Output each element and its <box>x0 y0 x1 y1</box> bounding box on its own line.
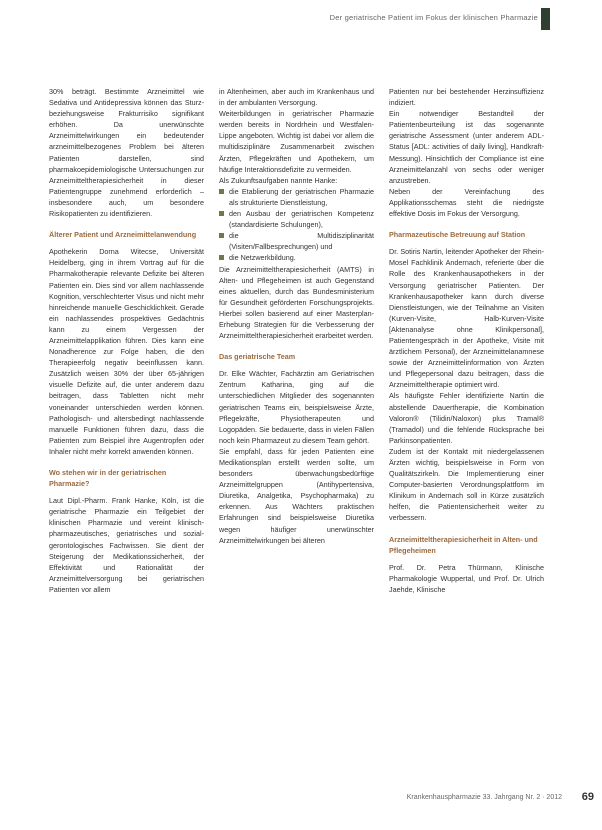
running-title: Der geriatrische Patient im Fokus der klinischen Pharmazie <box>329 13 538 22</box>
paragraph: Laut Dipl.-Pharm. Frank Hanke, Köln, ist die geriatrische Pharmazie ein Teilgebiet der klinischen Pharmazie und vereint klinisch-pharmazeutisches, geriatrisches und sozial-gerontologisches Fachwissen. Sie dient der Steigerung der Medikationssicherheit, der Effektivität und Rationalität der Arzneimittelversorgung bei geriatrischen Patienten vor allem <box>49 496 204 594</box>
column-3 <box>389 86 544 595</box>
page-header <box>0 0 602 30</box>
journal-citation: Krankenhauspharmazie 33. Jahrgang Nr. 2 · 2012 <box>406 794 562 801</box>
paragraph: Patienten nur bei bestehender Herzinsuffizienz indiziert. <box>389 87 544 108</box>
paragraph: Apothekerin Dorna Witecse, Universität Heidelberg, ging in ihrem Vortrag auf für die Pharmakotherapie relevante Defizite bei älteren Patienten ein. Dies sind vor allem nachlassende Kognition, verschlechterter Visus und nicht mehr hinreichende manuelle Geschicklichkeit. Gerade ein nachlassendes prospektives Gedächtnis kann zu einem Vergessen der Arzneimittelapplikation führen. Dies kann eine Nonadherence zur Folge haben, die den Therapieerfolg negativ beeinflussen kann. Zusätzlich weisen 30% der über 65-jährigen visuelle Defizite auf, die unter anderem dazu beitragen, dass Tabletten nicht mehr voneinander unterschieden werden können. Pathologisch- und altersbedingt nachlassende manuelle Funktionen führen dazu, dass die Patienten zum Beispiel ihre Augentropfen oder Inhaler nicht mehr korrekt anwenden können. <box>49 247 204 456</box>
list-item: die Multidisziplinarität (Visiten/Fallbesprechungen) und <box>219 230 374 252</box>
paragraph: Als Zukunftsaufgaben nannte Hanke: <box>219 175 338 185</box>
section-heading: Das geriatrische Team <box>219 352 296 362</box>
list-item: die Etablierung der geriatrischen Pharmazie als strukturierte Dienstleistung, <box>219 186 374 208</box>
list-item: die Netzwerkbildung. <box>219 252 374 263</box>
paragraph: Dr. Elke Wächter, Fachärztin am Geriatrischen Zentrum Katharina, ging auf die unterschiedlichen Mitglieder des sogenannten geriatrischen Teams ein, beispielsweise Ärzte, Pflegekräfte, Physiotherapeuten und Logopäden. Sie bedauerte, dass in vielen Fällen noch kein Pharmazeut zu diesem Team gehört. <box>219 369 374 445</box>
column-2 <box>219 86 374 546</box>
paragraph: Zudem ist der Kontakt mit niedergelassenen Ärzten wichtig, beispielsweise in Form von Qualitätszirkeln. Die Implementierung einer Computer-basierten Verordnungsplattform im Klinikum in Andernach soll in Kürze zusätzlich helfen, die Patientensicherheit weiter zu verbessern. <box>389 446 544 523</box>
section-heading: Pharmazeutische Betreuung auf Station <box>389 230 526 240</box>
paragraph: Prof. Dr. Petra Thürmann, Klinische Pharmakologie Wuppertal, und Prof. Dr. Ulrich Jaehde, Klinische <box>389 562 544 594</box>
list-item: den Ausbau der geriatrischen Kompetenz (standardisierte Schulungen), <box>219 208 374 230</box>
column-1 <box>49 86 204 595</box>
page-footer <box>334 791 594 805</box>
paragraph: 30% beträgt. Bestimmte Arzneimittel wie Sedativa und Antidepressiva können das Sturz- beziehungsweise Frakturrisiko signifikant erhöhen. Da unerwünschte Arzneimittelwirkungen ein bedeutender arzneimittelbezogenes Problem bei älteren Patienten darstellen, sind pharmakoepidemiologische Untersuchungen zur Arzneimitteltherapiesicherheit in dieser Patientengruppe zunehmend erforderlich – insbesondere auch, um besondere Risikopatienten zu identifizieren. <box>49 87 204 219</box>
section-heading: Älterer Patient und Arzneimittelanwendung <box>49 230 197 240</box>
paragraph: in Altenheimen, aber auch im Krankenhaus und in der ambulanten Versorgung. <box>219 87 374 108</box>
header-color-mark <box>541 8 550 30</box>
page-number: 69 <box>581 791 594 803</box>
paragraph: Neben der Vereinfachung des Applikationsschemas steht die niedrigste effektive Dosis im Fokus der Versorgung. <box>389 186 544 219</box>
section-heading: Wo stehen wir in der geriatrischen Pharmazie? <box>49 468 167 489</box>
paragraph: Sie empfahl, dass für jeden Patienten eine Medikationsplan erstellt werden sollte, um besonders überwachungsbedürftige Arzneimittelgruppen (Antihypertensiva, Diuretika, Analgetika, Psychopharmaka) zu erkennen. Aus Wächters praktischen Erfahrungen sind beispielsweise Diuretika wegen häufiger unerwünschter Arzneimittelwirkungen bei älteren <box>219 446 374 545</box>
paragraph: Als häufigste Fehler identifizierte Nartin die abstellende Dauertherapie, die Kombination Valoron® (Tilidin/Naloxon) plus Tramal® (Tramadol) und die fehlende Rücksprache bei Parkinsonpatienten. <box>389 391 544 445</box>
paragraph: Dr. Sotiris Nartin, leitender Apotheker der Rhein-Mosel Fachklinik Andernach, referierte über die Rolle des Krankenhausapothekers in der Versorgung geriatrischer Patienten. Der Krankenhausapotheker kann durch diverse Dienstleistungen, wie der Teilnahme an Visiten (Kurven-Visite, Halb-Kurven-Visite [Aktenanalyse ohne Klinikpersonal], Patientengespräch in der Apotheke, Visite mit ärztlichem Personal), der Arzneimittelanamnese sowie der Arzneimittelinformation von Ärzten und Pflegepersonal dazu beitragen, dass die Arzneimitteltherapie optimiert wird. <box>389 247 544 390</box>
future-tasks-list <box>219 186 374 264</box>
paragraph: Die Arzneimitteltherapiesicherheit (AMTS) in Alten- und Pflegeheimen ist auch Gegenstand eines aktuellen, durch das Bundesministerium für Gesundheit geförderten Forschungsprojekts. Hierbei sollen basierend auf einer Masterplan-Erhebung Strategien für die Verbesserung der Arzneimitteltherapiesicherheit erarbeitet werden. <box>219 264 374 341</box>
paragraph: Ein notwendiger Bestandteil der Patientenbeurteilung ist das sogenannte geriatrische Assessment (unter anderem ADL-Status [ADL: activities of daily living], Handkraft-Messung). Hinsichtlich der Compliance ist eine Arzneimittelanzahl von sechs oder weniger anzustreben. <box>389 109 544 185</box>
section-heading: Arzneimitteltherapiesicherheit in Alten- und Pflegeheimen <box>389 534 538 555</box>
paragraph: Weiterbildungen in geriatrischer Pharmazie werden bereits in Nordrhein und Westfalen-Lippe angeboten. Wichtig ist dabei vor allem die multidisziplinäre Zusammenarbeit zwischen Ärzten, Pflegekräften und Apothekern, um häufige Interaktionsdefizite zu vermeiden. <box>219 109 374 174</box>
